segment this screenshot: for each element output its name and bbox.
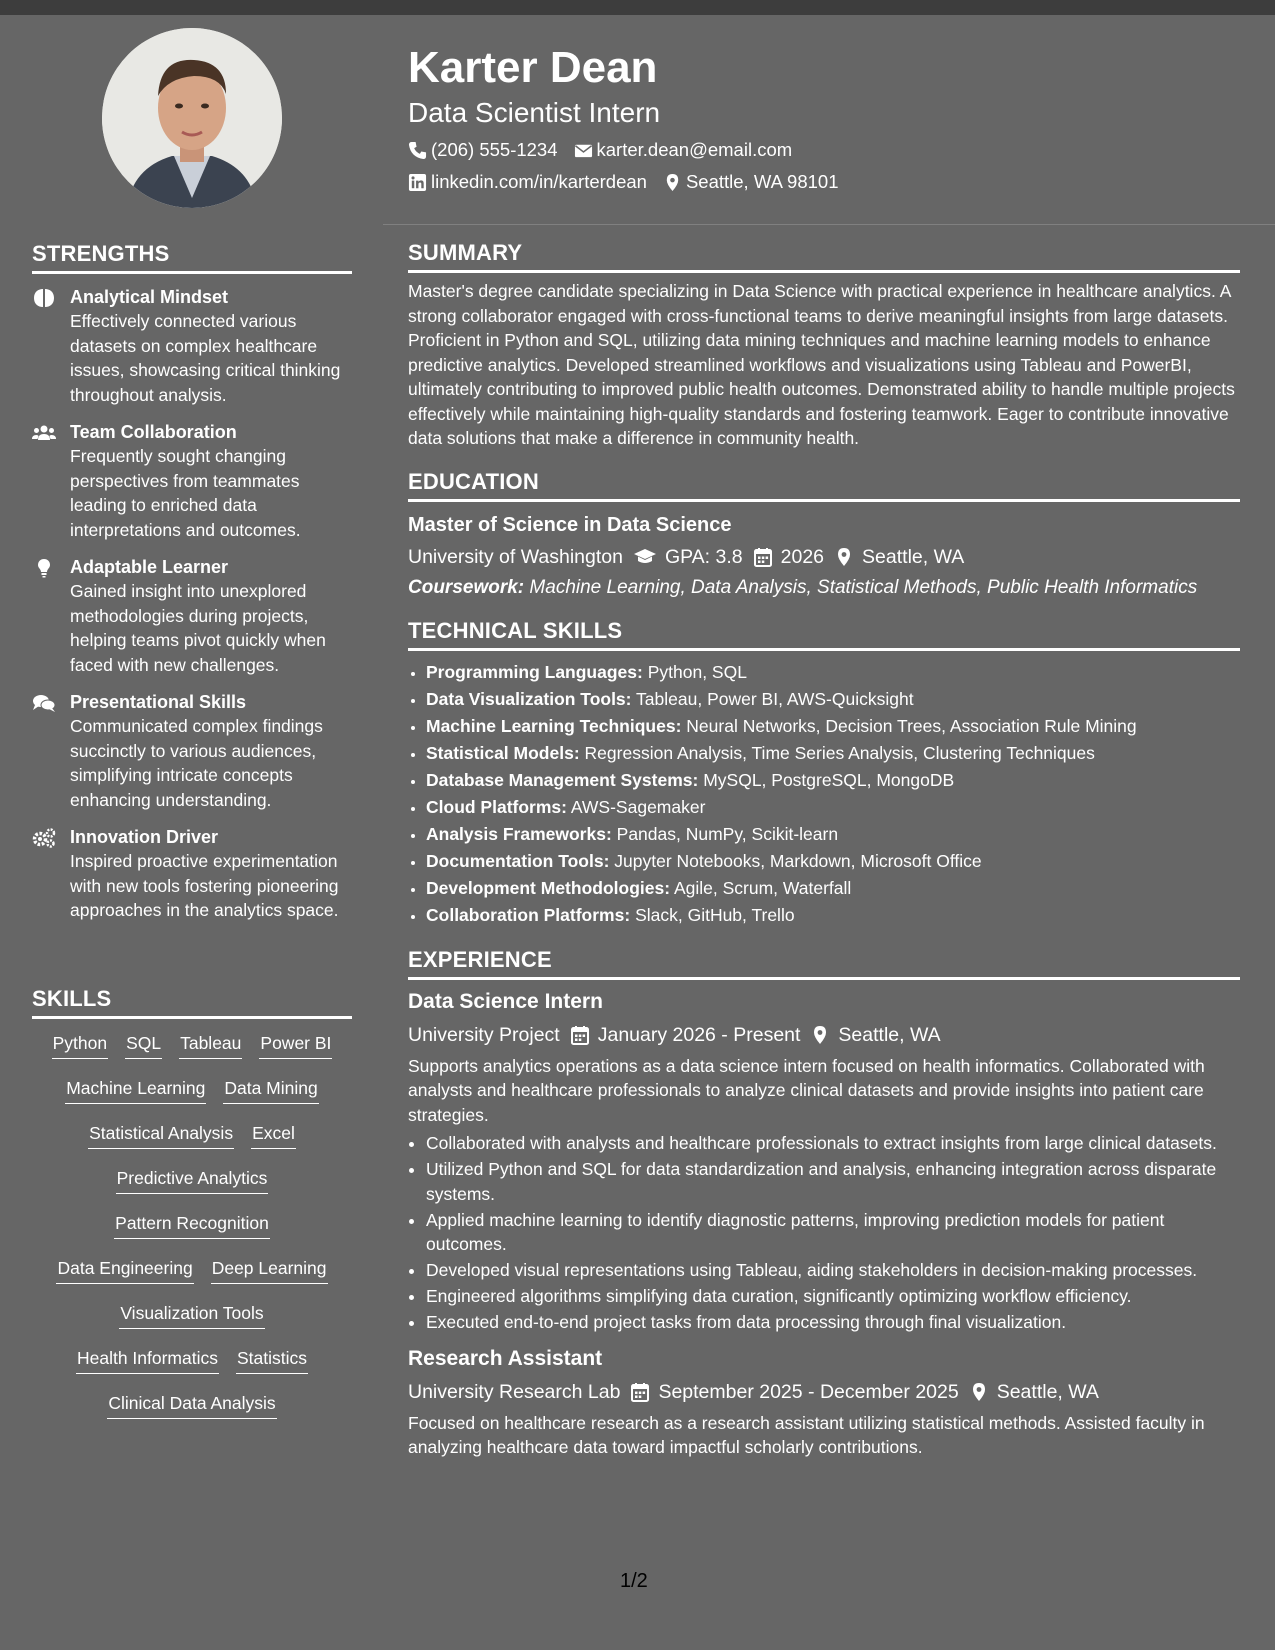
technical-skill-item xyxy=(426,902,1240,929)
email-text: karter.dean@email.com xyxy=(596,139,793,160)
skills-section xyxy=(32,986,352,1436)
technical-skills-title: TECHNICAL SKILLS xyxy=(408,618,1240,651)
coursework xyxy=(408,576,1240,600)
strengths-title: STRENGTHS xyxy=(32,241,352,274)
technical-skill-label: Statistical Models: xyxy=(426,742,580,763)
job-organization: University Research Lab xyxy=(408,1380,621,1403)
skill-chip: Statistics xyxy=(236,1346,308,1374)
technical-skill-label: Development Methodologies: xyxy=(426,877,671,898)
technical-skill-label: Machine Learning Techniques: xyxy=(426,715,682,736)
skill-row xyxy=(32,1031,352,1076)
skill-chip: Power BI xyxy=(259,1031,332,1059)
technical-skill-value: AWS-Sagemaker xyxy=(570,796,706,817)
skill-chip: Machine Learning xyxy=(65,1076,206,1104)
technical-skills-list xyxy=(408,659,1240,929)
technical-skill-item xyxy=(426,821,1240,848)
cogs-icon xyxy=(32,828,56,848)
technical-skill-item xyxy=(426,713,1240,740)
strengths-section xyxy=(32,241,352,923)
skill-chip: Statistical Analysis xyxy=(88,1121,234,1149)
top-bar xyxy=(0,0,1275,15)
strength-title: Analytical Mindset xyxy=(70,287,229,307)
technical-skill-item xyxy=(426,767,1240,794)
skill-chip: Python xyxy=(52,1031,108,1059)
strength-description: Gained insight into unexplored methodologies during projects, helping teams pivot quickly when faced with new challenges. xyxy=(70,581,326,675)
coursework-list: Machine Learning, Data Analysis, Statistical Methods, Public Health Informatics xyxy=(529,576,1198,598)
map-pin-icon xyxy=(810,1025,830,1045)
skill-chip: Visualization Tools xyxy=(119,1301,264,1329)
technical-skill-label: Programming Languages: xyxy=(426,661,643,682)
technical-skill-label: Cloud Platforms: xyxy=(426,796,567,817)
strength-item xyxy=(32,556,352,677)
summary-section xyxy=(408,240,1240,451)
users-icon xyxy=(32,423,56,443)
skill-chip: Tableau xyxy=(179,1031,242,1059)
map-pin-icon xyxy=(663,173,682,192)
technical-skill-item xyxy=(426,686,1240,713)
email-contact[interactable] xyxy=(574,138,793,162)
strength-item xyxy=(32,826,352,923)
skill-chip: Data Mining xyxy=(223,1076,318,1104)
summary-text: Master's degree candidate specializing in Data Science with practical experience in healthcare analytics. A strong collaborator engaged with cross-functional teams to derive meaningful insights from large datasets. Proficient in Python and SQL, utilizing data mining techniques and machine learning models to enhance predictive analytics. Developed streamlined workflows and visualizations using Tableau and PowerBI, ultimately contributing to improved public health outcomes. Demonstrated ability to handle multiple projects effectively while maintaining high-quality standards and fostering teamwork. Eager to contribute innovative data solutions that make a difference in community health. xyxy=(408,281,1235,448)
job-dates: January 2026 - Present xyxy=(597,1023,801,1046)
job-entry xyxy=(408,988,1240,1335)
job-location-group xyxy=(810,1022,940,1048)
job-summary: Supports analytics operations as a data science intern focused on health informatics. Collaborated with analysts and healthcare professionals to analyze clinical datasets and provide insights into patient care strategies. xyxy=(408,1055,1205,1125)
skill-row xyxy=(32,1256,352,1301)
strength-description: Effectively connected various datasets on complex healthcare issues, showcasing critical thinking throughout analysis. xyxy=(70,311,341,405)
header-divider xyxy=(383,224,1275,225)
technical-skill-value: Slack, GitHub, Trello xyxy=(635,904,795,925)
strength-item xyxy=(32,691,352,812)
job-bullet: • Developed visual representations using Tableau, aiding stakeholders in decision-making processes. xyxy=(426,1258,1240,1283)
technical-skill-item xyxy=(426,875,1240,902)
year-group xyxy=(753,544,824,570)
job-summary: Focused on healthcare research as a research assistant utilizing statistical methods. Assisted faculty in analyzing healthcare data toward impactful scholarly contributions. xyxy=(408,1412,1205,1457)
technical-skill-item xyxy=(426,848,1240,875)
skill-row xyxy=(32,1211,352,1256)
job-organization: University Project xyxy=(408,1023,560,1046)
skills-title: SKILLS xyxy=(32,986,352,1019)
calendar-icon xyxy=(630,1382,650,1402)
strength-description: Inspired proactive experimentation with new tools fostering pioneering approaches in the analytics space. xyxy=(70,851,339,920)
skill-chip: Excel xyxy=(251,1121,296,1149)
location-contact xyxy=(663,170,839,194)
school-location: Seattle, WA xyxy=(862,545,965,568)
skill-chip: Data Engineering xyxy=(56,1256,193,1284)
job-title: Research Assistant xyxy=(408,1346,603,1370)
school-location-group xyxy=(834,544,964,570)
resume-header xyxy=(408,40,1238,194)
skill-row xyxy=(32,1391,352,1436)
education-title: EDUCATION xyxy=(408,469,1240,502)
linkedin-contact[interactable] xyxy=(408,170,647,194)
phone-contact xyxy=(408,138,558,162)
skill-chip: Pattern Recognition xyxy=(114,1211,270,1239)
brain-icon xyxy=(32,288,56,308)
skill-row xyxy=(32,1121,352,1166)
technical-skill-item xyxy=(426,794,1240,821)
strength-title: Innovation Driver xyxy=(70,827,219,847)
job-location-group xyxy=(969,1379,1099,1405)
experience-title: EXPERIENCE xyxy=(408,947,1240,980)
degree-title: Master of Science in Data Science xyxy=(408,513,732,536)
graduation-cap-icon xyxy=(633,547,657,567)
coursework-label: Coursework: xyxy=(408,576,525,598)
technical-skills-section xyxy=(408,618,1240,929)
education-section xyxy=(408,469,1240,600)
job-meta xyxy=(408,1022,1240,1048)
job-dates: September 2025 - December 2025 xyxy=(658,1380,959,1403)
skill-row xyxy=(32,1076,352,1121)
candidate-role: Data Scientist Intern xyxy=(408,97,661,128)
school-name: University of Washington xyxy=(408,545,623,568)
skill-chip: Predictive Analytics xyxy=(116,1166,269,1194)
avatar xyxy=(102,28,282,208)
location-text: Seattle, WA 98101 xyxy=(685,171,839,192)
job-location: Seattle, WA xyxy=(996,1380,1099,1403)
strength-description: Communicated complex findings succinctly to various audiences, simplifying intricate concepts enhancing understanding. xyxy=(70,716,323,810)
job-bullet: • Executed end-to-end project tasks from data processing through final visualization. xyxy=(426,1310,1240,1335)
skill-chip: Deep Learning xyxy=(211,1256,328,1284)
technical-skill-label: Documentation Tools: xyxy=(426,850,610,871)
graduation-year: 2026 xyxy=(780,545,825,568)
job-location: Seattle, WA xyxy=(838,1023,941,1046)
phone-text: (206) 555-1234 xyxy=(431,139,558,160)
phone-icon xyxy=(408,141,427,160)
calendar-icon xyxy=(570,1025,590,1045)
strength-title: Team Collaboration xyxy=(70,422,237,442)
job-meta xyxy=(408,1379,1240,1405)
technical-skill-value: Tableau, Power BI, AWS-Quicksight xyxy=(636,688,914,709)
comments-icon xyxy=(32,693,56,713)
job-dates-group xyxy=(630,1379,958,1405)
job-bullet: • Collaborated with analysts and healthcare professionals to extract insights from large clinical datasets. xyxy=(426,1131,1240,1156)
job-bullets xyxy=(408,1131,1240,1335)
technical-skill-item xyxy=(426,740,1240,767)
contact-row xyxy=(408,138,1238,162)
skill-row xyxy=(32,1166,352,1211)
technical-skill-label: Data Visualization Tools: xyxy=(426,688,632,709)
strength-description: Frequently sought changing perspectives from teammates leading to enriched data interpretations and outcomes. xyxy=(70,446,301,540)
technical-skill-value: Neural Networks, Decision Trees, Association Rule Mining xyxy=(686,715,1137,736)
technical-skill-value: Jupyter Notebooks, Markdown, Microsoft Office xyxy=(614,850,982,871)
gpa-group xyxy=(633,544,743,570)
technical-skill-value: Regression Analysis, Time Series Analysis, Clustering Techniques xyxy=(584,742,1095,763)
map-pin-icon xyxy=(834,547,854,567)
envelope-icon xyxy=(574,141,593,160)
job-bullet: • Utilized Python and SQL for data standardization and analysis, enhancing integration across disparate systems. xyxy=(426,1157,1240,1206)
candidate-name: Karter Dean xyxy=(408,43,658,92)
lightbulb-icon xyxy=(32,558,56,578)
skills-list xyxy=(32,1031,352,1436)
technical-skill-label: Database Management Systems: xyxy=(426,769,699,790)
gpa-text: GPA: 3.8 xyxy=(664,545,743,568)
technical-skill-item xyxy=(426,659,1240,686)
job-entry xyxy=(408,1345,1240,1460)
technical-skill-value: Agile, Scrum, Waterfall xyxy=(673,877,852,898)
technical-skill-value: Pandas, NumPy, Scikit-learn xyxy=(616,823,839,844)
job-bullet: • Applied machine learning to identify diagnostic patterns, improving prediction models for patient outcomes. xyxy=(426,1208,1240,1257)
map-pin-icon xyxy=(969,1382,989,1402)
right-column xyxy=(408,240,1240,1478)
strength-item xyxy=(32,286,352,407)
skill-chip: Clinical Data Analysis xyxy=(107,1391,276,1419)
job-dates-group xyxy=(570,1022,801,1048)
technical-skill-label: Analysis Frameworks: xyxy=(426,823,612,844)
skill-row xyxy=(32,1346,352,1391)
technical-skill-value: Python, SQL xyxy=(647,661,747,682)
linkedin-text: linkedin.com/in/karterdean xyxy=(431,171,647,192)
strength-title: Presentational Skills xyxy=(70,692,247,712)
skill-chip: SQL xyxy=(125,1031,162,1059)
education-meta xyxy=(408,544,1240,570)
summary-title: SUMMARY xyxy=(408,240,1240,273)
skill-chip: Health Informatics xyxy=(76,1346,219,1374)
job-title: Data Science Intern xyxy=(408,989,603,1013)
technical-skill-label: Collaboration Platforms: xyxy=(426,904,631,925)
page-number: 1/2 xyxy=(620,1570,648,1592)
linkedin-icon xyxy=(408,173,427,192)
calendar-icon xyxy=(753,547,773,567)
portrait-illustration xyxy=(102,28,282,208)
strength-item xyxy=(32,421,352,542)
experience-section xyxy=(408,947,1240,1460)
technical-skill-value: MySQL, PostgreSQL, MongoDB xyxy=(703,769,955,790)
job-bullet: • Engineered algorithms simplifying data curation, significantly optimizing workflow efficiency. xyxy=(426,1284,1240,1309)
skill-row xyxy=(32,1301,352,1346)
contact-row xyxy=(408,170,1238,194)
strength-title: Adaptable Learner xyxy=(70,557,229,577)
